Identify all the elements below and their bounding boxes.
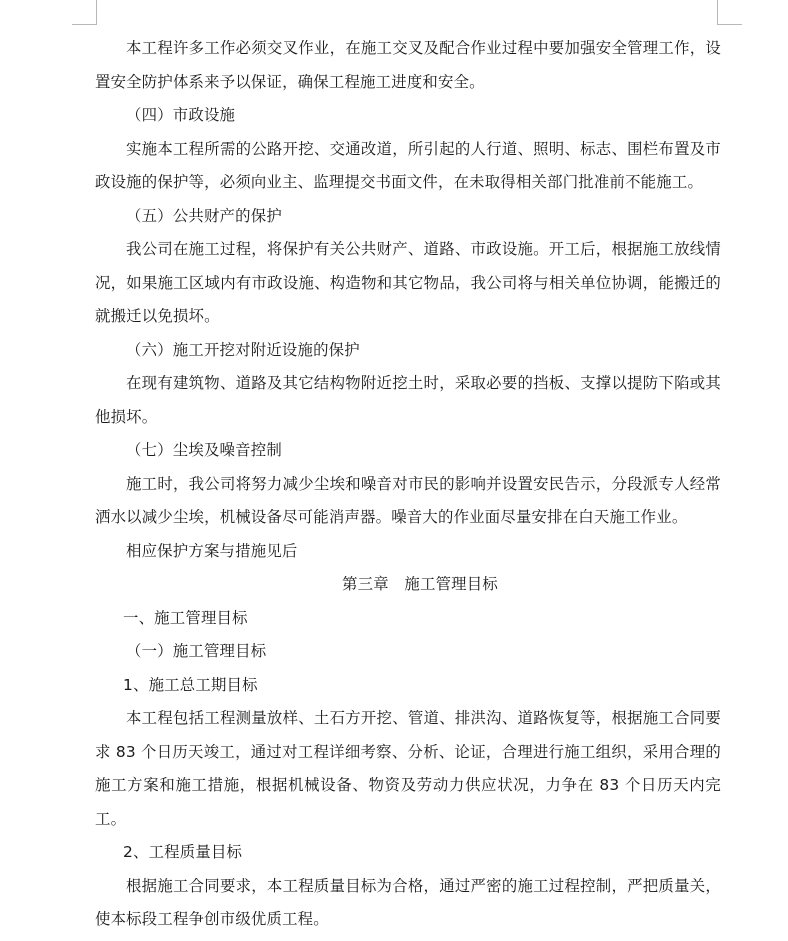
paragraph-schedule-goal: 本工程包括工程测量放样、土石方开挖、管道、排洪沟、道路恢复等，根据施工合同要求 83 个日历天竣工，通过对工程详细考察、分析、论证，合理进行施工组织，采用合理的施工方案和施工措施，根据机械设备、物资及劳动力供应状况，力争在 83 个日历天内完工。 [95, 709, 721, 828]
paragraph-quality-goal: 根据施工合同要求，本工程质量目标为合格，通过严密的施工过程控制，严把质量关，使本标段工程争创市级优质工程。 [95, 876, 721, 928]
crop-mark-top-right [717, 0, 742, 25]
item-quality-goal: 2、工程质量目标 [123, 843, 243, 861]
heading-municipal-facilities: （四）市政设施 [126, 106, 236, 124]
heading-dust-noise: （七）尘埃及噪音控制 [126, 441, 282, 459]
paragraph-see-plans: 相应保护方案与措施见后 [126, 541, 298, 560]
paragraph-dust-noise: 施工时，我公司将努力减少尘埃和噪音对市民的影响并设置安民告示，分段派专人经常洒水以减少尘埃，机械设备尽可能消声器。噪音大的作业面尽量安排在白天施工作业。 [95, 474, 721, 526]
paragraph-public-property: 我公司在施工过程，将保护有关公共财产、道路、市政设施。开工后，根据施工放线情况，如果施工区域内有市政设施、构造物和其它物品，我公司将与相关单位协调，能搬迁的就搬迁以免损坏。 [95, 240, 721, 325]
heading-public-property: （五）公共财产的保护 [126, 206, 282, 225]
subsection-management-goals: （一）施工管理目标 [126, 642, 267, 660]
paragraph-municipal-facilities: 实施本工程所需的公路开挖、交通改道，所引起的人行道、照明、标志、围栏布置及市政设施的保护等，必须向业主、监理提交书面文件，在未取得相关部门批准前不能施工。 [95, 139, 721, 191]
paragraph-excavation-protection: 在现有建筑物、道路及其它结构物附近挖土时，采取必要的挡板、支撑以提防下陷或其他损坏。 [95, 374, 721, 426]
chapter-title: 第三章 施工管理目标 [342, 575, 498, 593]
crop-mark-top-left [72, 0, 97, 25]
section-management-goals: 一、施工管理目标 [123, 608, 248, 627]
heading-excavation-protection: （六）施工开挖对附近设施的保护 [126, 340, 360, 359]
paragraph-safety-cross-work: 本工程许多工作必须交叉作业，在施工交叉及配合作业过程中要加强安全管理工作，设置安全防护体系来予以保证，确保工程施工进度和安全。 [95, 39, 721, 91]
item-schedule-goal: 1、施工总工期目标 [123, 675, 258, 694]
document-body[interactable] [95, 32, 721, 937]
